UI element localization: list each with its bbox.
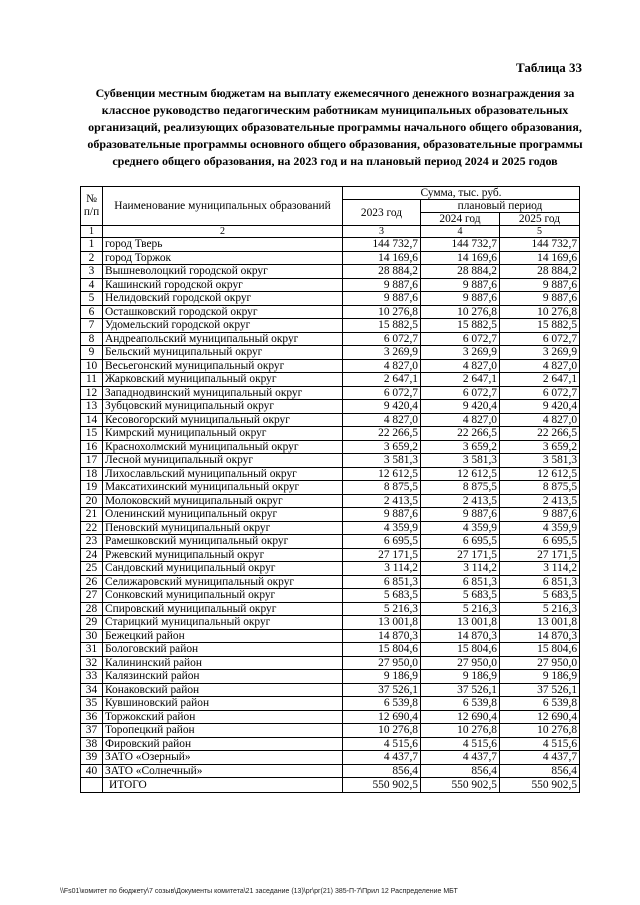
row-value-2024: 2 413,5 xyxy=(421,494,500,508)
row-number: 38 xyxy=(81,737,103,751)
header-2024: 2024 год xyxy=(421,213,500,226)
row-number: 33 xyxy=(81,670,103,684)
row-value-2025: 5 216,3 xyxy=(500,602,580,616)
row-name: Западнодвинский муниципальный округ xyxy=(103,386,343,400)
row-value-2024: 4 515,6 xyxy=(421,737,500,751)
row-name: Андреапольский муниципальный округ xyxy=(103,332,343,346)
row-value-2023: 12 612,5 xyxy=(343,467,421,481)
row-number: 8 xyxy=(81,332,103,346)
row-value-2024: 28 884,2 xyxy=(421,265,500,279)
row-value-2024: 37 526,1 xyxy=(421,683,500,697)
table-row xyxy=(81,359,580,373)
row-name: Молоковский муниципальный округ xyxy=(103,494,343,508)
row-value-2023: 13 001,8 xyxy=(343,616,421,630)
row-value-2023: 3 114,2 xyxy=(343,562,421,576)
row-name: Сандовский муниципальный округ xyxy=(103,562,343,576)
row-value-2025: 3 581,3 xyxy=(500,454,580,468)
row-value-2023: 27 171,5 xyxy=(343,548,421,562)
table-row xyxy=(81,238,580,252)
row-value-2023: 4 359,9 xyxy=(343,521,421,535)
row-value-2025: 4 827,0 xyxy=(500,359,580,373)
table-row xyxy=(81,616,580,630)
row-value-2023: 6 695,5 xyxy=(343,535,421,549)
row-number: 2 xyxy=(81,251,103,265)
row-value-2025: 12 690,4 xyxy=(500,710,580,724)
row-name: Ржевский муниципальный округ xyxy=(103,548,343,562)
table-row xyxy=(81,710,580,724)
row-value-2023: 4 827,0 xyxy=(343,359,421,373)
row-value-2024: 4 437,7 xyxy=(421,751,500,765)
row-number: 31 xyxy=(81,643,103,657)
table-row xyxy=(81,251,580,265)
row-number: 40 xyxy=(81,764,103,778)
row-value-2025: 5 683,5 xyxy=(500,589,580,603)
row-value-2023: 15 804,6 xyxy=(343,643,421,657)
row-name: Бельский муниципальный округ xyxy=(103,346,343,360)
row-value-2025: 14 870,3 xyxy=(500,629,580,643)
row-value-2024: 856,4 xyxy=(421,764,500,778)
row-number: 24 xyxy=(81,548,103,562)
row-value-2024: 6 851,3 xyxy=(421,575,500,589)
row-value-2024: 13 001,8 xyxy=(421,616,500,630)
row-name: Кувшиновский район xyxy=(103,697,343,711)
row-value-2024: 4 827,0 xyxy=(421,359,500,373)
row-name: Спировский муниципальный округ xyxy=(103,602,343,616)
row-number: 19 xyxy=(81,481,103,495)
row-name: Бежецкий район xyxy=(103,629,343,643)
header-2025: 2025 год xyxy=(500,213,580,226)
row-value-2024: 4 827,0 xyxy=(421,413,500,427)
row-name: ЗАТО «Озерный» xyxy=(103,751,343,765)
row-value-2023: 4 437,7 xyxy=(343,751,421,765)
header-sum: Сумма, тыс. руб. xyxy=(343,187,580,200)
row-value-2025: 37 526,1 xyxy=(500,683,580,697)
row-number: 11 xyxy=(81,373,103,387)
row-name: Краснохолмский муниципальный округ xyxy=(103,440,343,454)
header-name: Наименование муниципальных образований xyxy=(103,187,343,226)
row-number: 35 xyxy=(81,697,103,711)
row-value-2024: 6 072,7 xyxy=(421,332,500,346)
table-row xyxy=(81,278,580,292)
table-row xyxy=(81,440,580,454)
table-row xyxy=(81,481,580,495)
row-number: 22 xyxy=(81,521,103,535)
row-value-2024: 5 683,5 xyxy=(421,589,500,603)
row-name: Конаковский район xyxy=(103,683,343,697)
table-row xyxy=(81,535,580,549)
row-name: Селижаровский муниципальный округ xyxy=(103,575,343,589)
row-value-2023: 27 950,0 xyxy=(343,656,421,670)
row-value-2025: 15 804,6 xyxy=(500,643,580,657)
row-value-2024: 9 186,9 xyxy=(421,670,500,684)
table-row xyxy=(81,386,580,400)
table-row xyxy=(81,292,580,306)
row-value-2025: 2 647,1 xyxy=(500,373,580,387)
row-value-2023: 9 887,6 xyxy=(343,508,421,522)
row-number: 37 xyxy=(81,724,103,738)
row-value-2025: 14 169,6 xyxy=(500,251,580,265)
row-value-2025: 6 695,5 xyxy=(500,535,580,549)
table-row xyxy=(81,737,580,751)
row-number: 9 xyxy=(81,346,103,360)
col-num-1: 1 xyxy=(81,226,103,238)
table-row xyxy=(81,427,580,441)
col-num-4: 4 xyxy=(421,226,500,238)
row-value-2023: 856,4 xyxy=(343,764,421,778)
table-row xyxy=(81,656,580,670)
row-number: 4 xyxy=(81,278,103,292)
table-row xyxy=(81,589,580,603)
row-value-2025: 15 882,5 xyxy=(500,319,580,333)
table-row xyxy=(81,629,580,643)
row-value-2024: 12 612,5 xyxy=(421,467,500,481)
row-name: Осташковский городской округ xyxy=(103,305,343,319)
row-name: Нелидовский городской округ xyxy=(103,292,343,306)
row-number: 7 xyxy=(81,319,103,333)
row-value-2025: 9 186,9 xyxy=(500,670,580,684)
row-value-2025: 13 001,8 xyxy=(500,616,580,630)
row-value-2025: 6 539,8 xyxy=(500,697,580,711)
row-number: 39 xyxy=(81,751,103,765)
row-number: 29 xyxy=(81,616,103,630)
row-value-2023: 6 539,8 xyxy=(343,697,421,711)
header-no: № п/п xyxy=(81,187,103,226)
row-value-2024: 15 804,6 xyxy=(421,643,500,657)
row-name: Кимрский муниципальный округ xyxy=(103,427,343,441)
table-row xyxy=(81,265,580,279)
row-value-2023: 10 276,8 xyxy=(343,305,421,319)
row-name: Оленинский муниципальный округ xyxy=(103,508,343,522)
row-value-2024: 6 072,7 xyxy=(421,386,500,400)
row-value-2025: 4 437,7 xyxy=(500,751,580,765)
row-value-2025: 856,4 xyxy=(500,764,580,778)
row-name: Торжокский район xyxy=(103,710,343,724)
row-value-2024: 9 420,4 xyxy=(421,400,500,414)
row-number: 30 xyxy=(81,629,103,643)
row-name: город Торжок xyxy=(103,251,343,265)
row-name: Лесной муниципальный округ xyxy=(103,454,343,468)
row-name: Пеновский муниципальный округ xyxy=(103,521,343,535)
row-number: 32 xyxy=(81,656,103,670)
total-2025: 550 902,5 xyxy=(500,778,580,793)
row-value-2025: 28 884,2 xyxy=(500,265,580,279)
row-number: 17 xyxy=(81,454,103,468)
row-value-2023: 4 515,6 xyxy=(343,737,421,751)
row-value-2023: 6 072,7 xyxy=(343,332,421,346)
row-value-2023: 3 659,2 xyxy=(343,440,421,454)
col-num-5: 5 xyxy=(500,226,580,238)
table-row xyxy=(81,521,580,535)
row-value-2023: 14 169,6 xyxy=(343,251,421,265)
row-value-2025: 144 732,7 xyxy=(500,238,580,252)
row-value-2024: 4 359,9 xyxy=(421,521,500,535)
table-row xyxy=(81,575,580,589)
row-value-2024: 8 875,5 xyxy=(421,481,500,495)
row-value-2023: 8 875,5 xyxy=(343,481,421,495)
row-value-2023: 9 887,6 xyxy=(343,292,421,306)
row-number: 18 xyxy=(81,467,103,481)
row-value-2024: 14 169,6 xyxy=(421,251,500,265)
col-num-2: 2 xyxy=(103,226,343,238)
table-row xyxy=(81,670,580,684)
table-row xyxy=(81,562,580,576)
row-value-2025: 6 072,7 xyxy=(500,386,580,400)
row-value-2024: 9 887,6 xyxy=(421,278,500,292)
row-value-2025: 12 612,5 xyxy=(500,467,580,481)
row-value-2025: 3 659,2 xyxy=(500,440,580,454)
row-value-2024: 9 887,6 xyxy=(421,508,500,522)
row-value-2024: 6 695,5 xyxy=(421,535,500,549)
row-name: Максатихинский муниципальный округ xyxy=(103,481,343,495)
row-value-2025: 3 114,2 xyxy=(500,562,580,576)
row-value-2023: 3 581,3 xyxy=(343,454,421,468)
row-value-2023: 2 647,1 xyxy=(343,373,421,387)
row-number: 13 xyxy=(81,400,103,414)
row-value-2023: 22 266,5 xyxy=(343,427,421,441)
row-name: Рамешковский муниципальный округ xyxy=(103,535,343,549)
row-value-2024: 3 269,9 xyxy=(421,346,500,360)
row-number: 28 xyxy=(81,602,103,616)
row-number: 23 xyxy=(81,535,103,549)
row-number: 25 xyxy=(81,562,103,576)
header-plan: плановый период xyxy=(421,200,580,213)
row-name: Кашинский городской округ xyxy=(103,278,343,292)
row-number: 5 xyxy=(81,292,103,306)
row-value-2025: 9 887,6 xyxy=(500,508,580,522)
row-name: Кесовогорский муниципальный округ xyxy=(103,413,343,427)
row-number: 10 xyxy=(81,359,103,373)
row-value-2024: 2 647,1 xyxy=(421,373,500,387)
row-value-2023: 12 690,4 xyxy=(343,710,421,724)
row-value-2024: 12 690,4 xyxy=(421,710,500,724)
table-row xyxy=(81,413,580,427)
row-value-2025: 2 413,5 xyxy=(500,494,580,508)
row-value-2024: 27 950,0 xyxy=(421,656,500,670)
row-number: 20 xyxy=(81,494,103,508)
row-number: 26 xyxy=(81,575,103,589)
row-number: 36 xyxy=(81,710,103,724)
row-value-2024: 3 659,2 xyxy=(421,440,500,454)
row-value-2024: 3 114,2 xyxy=(421,562,500,576)
row-value-2025: 10 276,8 xyxy=(500,305,580,319)
total-row xyxy=(81,778,580,793)
total-label: ИТОГО xyxy=(103,778,343,793)
row-value-2023: 15 882,5 xyxy=(343,319,421,333)
row-value-2024: 6 539,8 xyxy=(421,697,500,711)
row-value-2025: 6 851,3 xyxy=(500,575,580,589)
row-value-2025: 10 276,8 xyxy=(500,724,580,738)
row-name: Фировский район xyxy=(103,737,343,751)
row-number: 27 xyxy=(81,589,103,603)
table-row xyxy=(81,643,580,657)
row-number: 3 xyxy=(81,265,103,279)
row-name: Вышневолоцкий городской округ xyxy=(103,265,343,279)
row-value-2023: 144 732,7 xyxy=(343,238,421,252)
row-value-2024: 27 171,5 xyxy=(421,548,500,562)
table-row xyxy=(81,683,580,697)
table-row xyxy=(81,751,580,765)
row-value-2023: 6 851,3 xyxy=(343,575,421,589)
row-value-2024: 5 216,3 xyxy=(421,602,500,616)
row-value-2024: 15 882,5 xyxy=(421,319,500,333)
document-title: Субвенции местным бюджетам на выплату ежемесячного денежного вознаграждения за классное руководство педагогическим работникам муниципальных образовательных организаций, реализующих образовательные программы начального общего образования, образовательные программы основного общего образования, образовательные программы среднего общего образования, на 2023 год и на плановый период 2024 и 2025 годов xyxy=(87,86,583,168)
row-value-2025: 22 266,5 xyxy=(500,427,580,441)
row-value-2025: 4 359,9 xyxy=(500,521,580,535)
row-value-2023: 2 413,5 xyxy=(343,494,421,508)
subsidy-table xyxy=(80,186,580,793)
row-name: Бологовский район xyxy=(103,643,343,657)
row-number: 6 xyxy=(81,305,103,319)
row-value-2025: 4 827,0 xyxy=(500,413,580,427)
row-value-2023: 14 870,3 xyxy=(343,629,421,643)
row-number: 21 xyxy=(81,508,103,522)
table-row xyxy=(81,454,580,468)
row-name: Старицкий муниципальный округ xyxy=(103,616,343,630)
table-row xyxy=(81,494,580,508)
row-value-2023: 5 216,3 xyxy=(343,602,421,616)
table-row xyxy=(81,346,580,360)
row-value-2023: 37 526,1 xyxy=(343,683,421,697)
header-2023: 2023 год xyxy=(343,200,421,226)
row-name: Зубцовский муниципальный округ xyxy=(103,400,343,414)
row-name: ЗАТО «Солнечный» xyxy=(103,764,343,778)
row-value-2023: 5 683,5 xyxy=(343,589,421,603)
row-name: Весьегонский муниципальный округ xyxy=(103,359,343,373)
table-row xyxy=(81,602,580,616)
row-value-2024: 10 276,8 xyxy=(421,305,500,319)
col-num-3: 3 xyxy=(343,226,421,238)
total-2024: 550 902,5 xyxy=(421,778,500,793)
row-value-2023: 4 827,0 xyxy=(343,413,421,427)
row-name: Лихославльский муниципальный округ xyxy=(103,467,343,481)
row-value-2023: 10 276,8 xyxy=(343,724,421,738)
row-value-2023: 28 884,2 xyxy=(343,265,421,279)
row-name: Жарковский муниципальный округ xyxy=(103,373,343,387)
table-row xyxy=(81,400,580,414)
row-value-2024: 10 276,8 xyxy=(421,724,500,738)
table-label: Таблица 33 xyxy=(516,60,583,75)
table-row xyxy=(81,373,580,387)
row-number: 15 xyxy=(81,427,103,441)
row-value-2025: 27 171,5 xyxy=(500,548,580,562)
row-value-2023: 9 420,4 xyxy=(343,400,421,414)
row-value-2023: 3 269,9 xyxy=(343,346,421,360)
table-body xyxy=(81,238,580,778)
row-value-2025: 6 072,7 xyxy=(500,332,580,346)
row-number: 34 xyxy=(81,683,103,697)
row-number: 14 xyxy=(81,413,103,427)
row-value-2023: 9 186,9 xyxy=(343,670,421,684)
row-value-2023: 9 887,6 xyxy=(343,278,421,292)
row-value-2025: 3 269,9 xyxy=(500,346,580,360)
row-value-2024: 14 870,3 xyxy=(421,629,500,643)
row-name: Удомельский городской округ xyxy=(103,319,343,333)
table-row xyxy=(81,764,580,778)
row-value-2025: 9 887,6 xyxy=(500,278,580,292)
row-name: Торопецкий район xyxy=(103,724,343,738)
table-row xyxy=(81,724,580,738)
table-row xyxy=(81,305,580,319)
row-name: Сонковский муниципальный округ xyxy=(103,589,343,603)
row-name: Калининский район xyxy=(103,656,343,670)
total-2023: 550 902,5 xyxy=(343,778,421,793)
table-row xyxy=(81,697,580,711)
row-number: 12 xyxy=(81,386,103,400)
row-value-2025: 27 950,0 xyxy=(500,656,580,670)
row-number: 1 xyxy=(81,238,103,252)
table-row xyxy=(81,332,580,346)
row-value-2024: 3 581,3 xyxy=(421,454,500,468)
row-value-2025: 9 887,6 xyxy=(500,292,580,306)
row-value-2024: 144 732,7 xyxy=(421,238,500,252)
row-value-2023: 6 072,7 xyxy=(343,386,421,400)
row-value-2024: 9 887,6 xyxy=(421,292,500,306)
table-row xyxy=(81,319,580,333)
row-value-2025: 9 420,4 xyxy=(500,400,580,414)
table-row xyxy=(81,508,580,522)
row-value-2024: 22 266,5 xyxy=(421,427,500,441)
table-row xyxy=(81,548,580,562)
row-value-2025: 4 515,6 xyxy=(500,737,580,751)
row-name: город Тверь xyxy=(103,238,343,252)
row-number: 16 xyxy=(81,440,103,454)
row-value-2025: 8 875,5 xyxy=(500,481,580,495)
footer-path: \\Fs01\комитет по бюджету\7 созыв\Документы комитета\21 заседание (13)\рг\рг(21) 385-П-7\Прил 12 Распределение МБТ xyxy=(60,888,458,895)
table-row xyxy=(81,467,580,481)
row-name: Калязинский район xyxy=(103,670,343,684)
